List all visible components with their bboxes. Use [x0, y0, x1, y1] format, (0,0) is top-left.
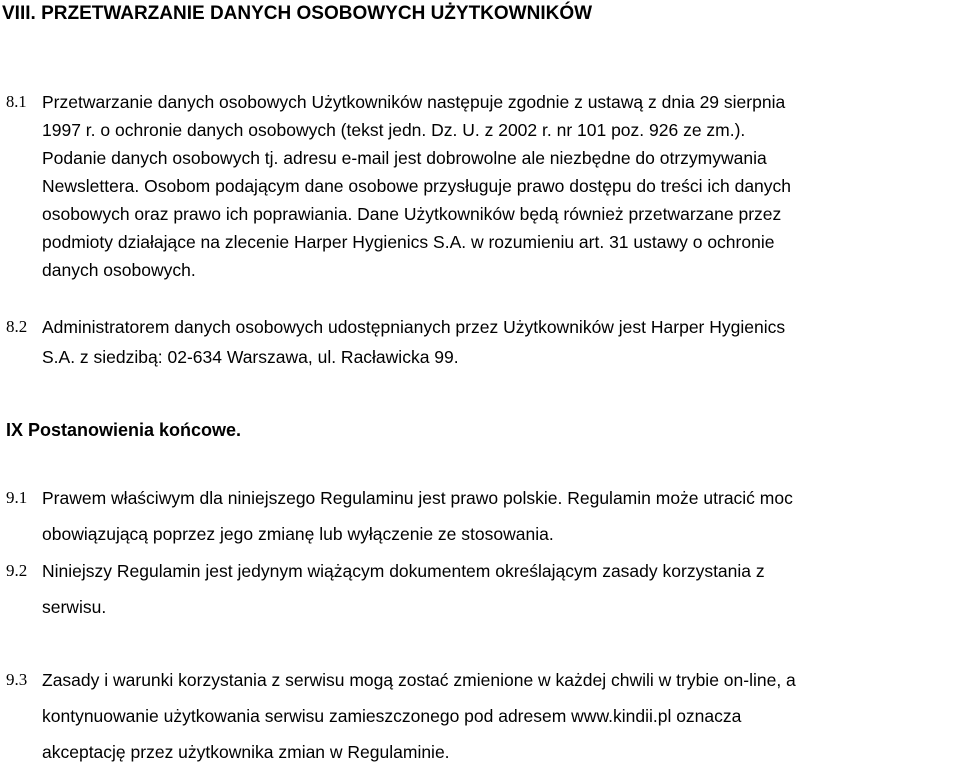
- clause-number: 9.2: [6, 561, 28, 580]
- clause-text-line: Newslettera. Osobom podającym dane osobowe przysługuje prawo dostępu do treści ich danych: [42, 176, 792, 196]
- clause-text-line: Zasady i warunki korzystania z serwisu mogą zostać zmienione w każdej chwili w trybie on-line, a: [42, 670, 796, 690]
- clause-text-line: Niniejszy Regulamin jest jedynym wiążącym dokumentem określającym zasady korzystania z: [42, 561, 765, 581]
- clause-text-line: danych osobowych.: [42, 260, 196, 280]
- clause-text-line: akceptację przez użytkownika zmian w Regulaminie.: [42, 742, 450, 762]
- clause-text-line: osobowych oraz prawo ich poprawiania. Dane Użytkowników będą również przetwarzane przez: [42, 204, 782, 224]
- clause-number: 9.1: [6, 488, 28, 507]
- clause-text-line: Prawem właściwym dla niniejszego Regulaminu jest prawo polskie. Regulamin może utracić moc: [42, 488, 793, 508]
- clause-text-line: podmioty działające na zlecenie Harper Hygienics S.A. w rozumieniu art. 31 ustawy o ochronie: [42, 232, 775, 252]
- clause-text-line: Podanie danych osobowych tj. adresu e-mail jest dobrowolne ale niezbędne do otrzymywania: [42, 148, 767, 168]
- clause-text-line: 1997 r. o ochronie danych osobowych (tekst jedn. Dz. U. z 2002 r. nr 101 poz. 926 ze zm.).: [42, 120, 746, 140]
- clause-text-line: S.A. z siedzibą: 02-634 Warszawa, ul. Racławicka 99.: [42, 347, 459, 367]
- clause-text-line: Przetwarzanie danych osobowych Użytkowników następuje zgodnie z ustawą z dnia 29 sierpnia: [42, 92, 786, 112]
- clause-number: 8.1: [6, 92, 27, 111]
- clause-text-line: Administratorem danych osobowych udostępnianych przez Użytkowników jest Harper Hygienics: [42, 317, 786, 337]
- section-heading-viii: VIII. PRZETWARZANIE DANYCH OSOBOWYCH UŻYTKOWNIKÓW: [2, 3, 593, 24]
- section-heading-ix: IX Postanowienia końcowe.: [6, 420, 242, 440]
- clause-text-line: serwisu.: [42, 597, 107, 617]
- clause-text-line: kontynuowanie użytkowania serwisu zamieszczonego pod adresem www.kindii.pl oznacza: [42, 706, 742, 726]
- clause-number: 9.3: [6, 670, 28, 689]
- clause-text-line: obowiązującą poprzez jego zmianę lub wyłączenie ze stosowania.: [42, 524, 554, 544]
- clause-number: 8.2: [6, 317, 28, 336]
